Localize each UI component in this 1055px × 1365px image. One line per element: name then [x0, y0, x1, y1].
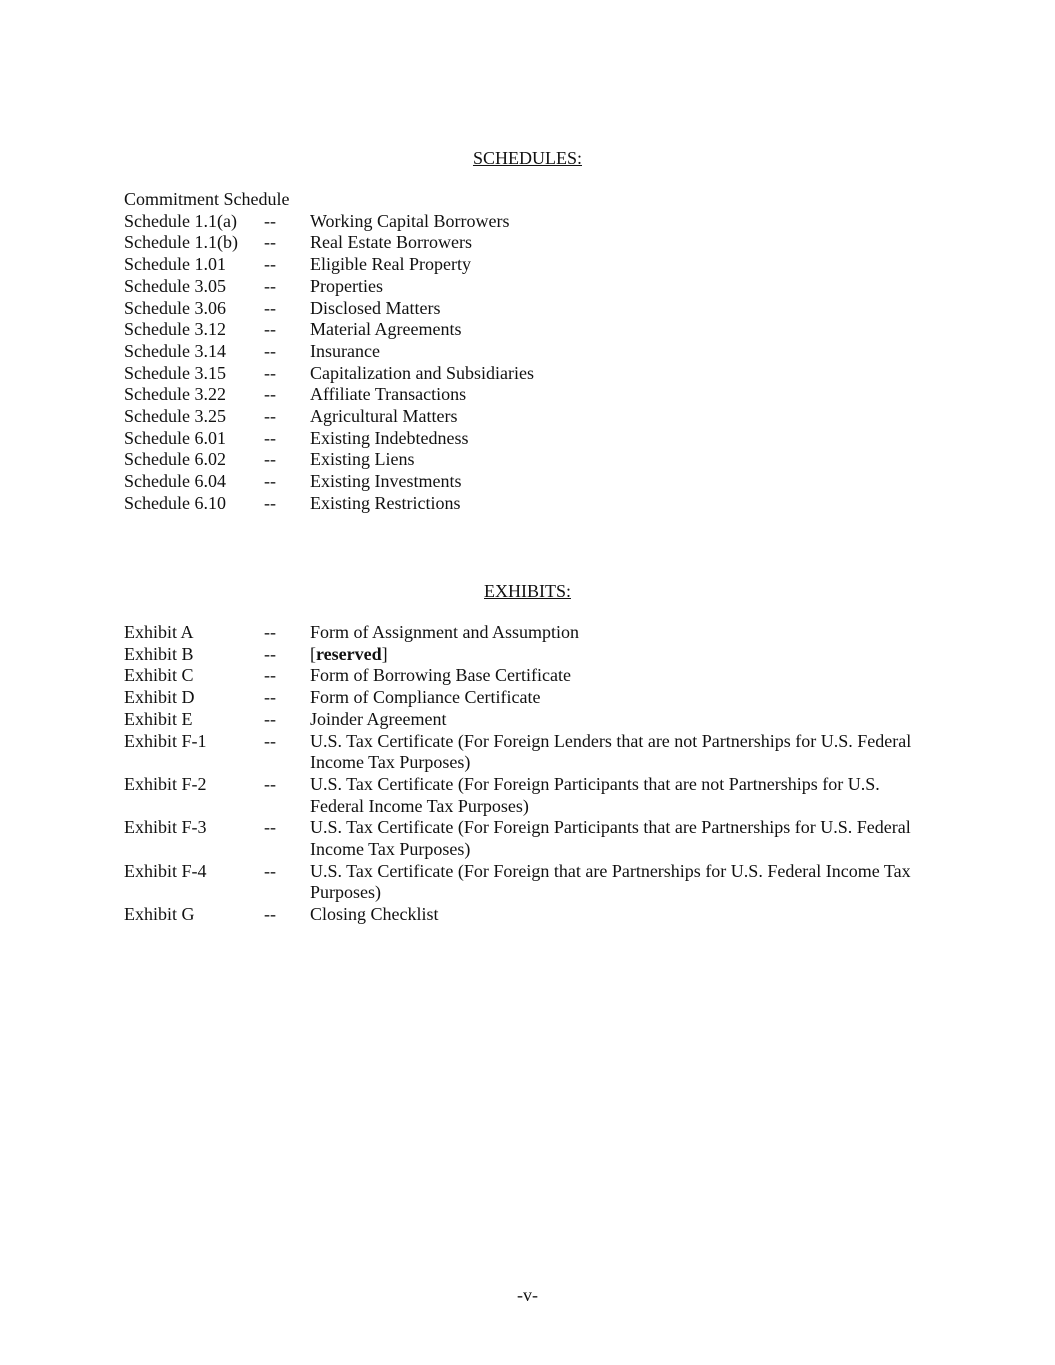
exhibit-title	[310, 644, 934, 666]
schedule-row	[124, 449, 934, 471]
exhibit-title: U.S. Tax Certificate (For Foreign that are Partnerships for U.S. Federal Income Tax Purposes)	[310, 860, 911, 903]
schedule-separator: --	[264, 297, 276, 318]
schedule-separator: --	[264, 449, 276, 470]
exhibit-row	[124, 731, 934, 774]
schedule-title: Existing Indebtedness	[310, 427, 469, 448]
exhibit-title: Joinder Agreement	[310, 708, 447, 729]
exhibit-row	[124, 622, 934, 644]
exhibit-id: Exhibit F-1	[124, 730, 207, 751]
schedule-row	[124, 319, 934, 341]
schedule-title: Agricultural Matters	[310, 406, 458, 427]
schedule-separator: --	[264, 254, 276, 275]
exhibit-id: Exhibit B	[124, 643, 194, 664]
schedule-title: Existing Investments	[310, 471, 462, 492]
schedule-id: Schedule 1.1(b)	[124, 232, 238, 253]
schedule-title: Capitalization and Subsidiaries	[310, 362, 534, 383]
exhibit-row	[124, 644, 934, 666]
schedule-id: Schedule 6.04	[124, 471, 226, 492]
schedule-separator: --	[264, 471, 276, 492]
exhibit-row	[124, 709, 934, 731]
exhibit-separator: --	[264, 687, 276, 708]
exhibit-row	[124, 817, 934, 860]
schedule-id: Schedule 3.15	[124, 362, 226, 383]
exhibit-id: Exhibit E	[124, 708, 193, 729]
exhibit-title: U.S. Tax Certificate (For Foreign Lenders that are not Partnerships for U.S. Federal Income Tax Purposes)	[310, 730, 912, 773]
schedule-title: Insurance	[310, 340, 380, 361]
schedule-id: Schedule 1.1(a)	[124, 210, 237, 231]
schedule-title: Working Capital Borrowers	[310, 210, 510, 231]
schedule-id: Schedule 1.01	[124, 254, 226, 275]
schedule-row	[124, 493, 934, 515]
exhibits-heading: EXHIBITS:	[484, 581, 571, 601]
schedule-title: Eligible Real Property	[310, 254, 471, 275]
schedule-id: Schedule 3.12	[124, 319, 226, 340]
exhibit-separator: --	[264, 817, 276, 838]
schedule-id: Schedule 3.25	[124, 406, 226, 427]
exhibit-separator: --	[264, 665, 276, 686]
schedules-list	[124, 189, 934, 515]
schedule-id: Schedule 6.02	[124, 449, 226, 470]
schedule-row	[124, 254, 934, 276]
schedule-row	[124, 363, 934, 385]
schedule-title: Material Agreements	[310, 319, 462, 340]
schedule-row	[124, 232, 934, 254]
schedule-title: Real Estate Borrowers	[310, 232, 472, 253]
schedule-id: Schedule 3.14	[124, 340, 226, 361]
schedule-title: Properties	[310, 275, 383, 296]
schedule-separator: --	[264, 319, 276, 340]
exhibit-id: Exhibit F-3	[124, 817, 207, 838]
exhibits-list	[124, 622, 934, 926]
exhibit-title: U.S. Tax Certificate (For Foreign Participants that are Partnerships for U.S. Federal Income Tax Purposes)	[310, 817, 911, 860]
exhibit-id: Exhibit F-2	[124, 773, 207, 794]
schedule-id: Schedule 3.05	[124, 275, 226, 296]
schedule-id: Schedule 3.22	[124, 384, 226, 405]
schedule-separator: --	[264, 210, 276, 231]
commitment-schedule-line: Commitment Schedule	[124, 189, 290, 209]
schedule-separator: --	[264, 362, 276, 383]
schedule-title: Affiliate Transactions	[310, 384, 467, 405]
schedules-heading: SCHEDULES:	[472, 148, 582, 168]
schedule-separator: --	[264, 427, 276, 448]
exhibit-row	[124, 687, 934, 709]
bracket-open: [	[310, 643, 316, 664]
exhibit-separator: --	[264, 643, 276, 664]
schedule-title: Existing Liens	[310, 449, 415, 470]
schedule-row	[124, 298, 934, 320]
schedule-separator: --	[264, 275, 276, 296]
schedule-separator: --	[264, 492, 276, 513]
schedule-row	[124, 406, 934, 428]
exhibit-separator: --	[264, 622, 276, 642]
schedule-row	[124, 471, 934, 493]
schedule-row	[124, 341, 934, 363]
exhibit-title: Form of Borrowing Base Certificate	[310, 665, 571, 686]
schedule-separator: --	[264, 384, 276, 405]
exhibit-row	[124, 861, 934, 904]
exhibit-row	[124, 774, 934, 817]
schedule-separator: --	[264, 232, 276, 253]
exhibit-row	[124, 904, 934, 926]
bracket-close: ]	[381, 643, 388, 664]
schedule-row	[124, 276, 934, 298]
schedule-id: Schedule 3.06	[124, 297, 226, 318]
exhibit-id: Exhibit F-4	[124, 860, 207, 881]
exhibit-id: Exhibit D	[124, 687, 195, 708]
schedule-row	[124, 428, 934, 450]
exhibit-title: Form of Assignment and Assumption	[310, 622, 580, 642]
exhibit-title: Form of Compliance Certificate	[310, 687, 541, 708]
schedule-separator: --	[264, 340, 276, 361]
exhibit-title: U.S. Tax Certificate (For Foreign Participants that are not Partnerships for U.S. Federal Income Tax Purposes)	[310, 773, 880, 816]
exhibit-id: Exhibit C	[124, 665, 194, 686]
schedule-title: Existing Restrictions	[310, 492, 461, 513]
exhibit-separator: --	[264, 860, 276, 881]
page-number: -v-	[517, 1285, 538, 1305]
exhibit-title: Closing Checklist	[310, 904, 439, 925]
schedule-title: Disclosed Matters	[310, 297, 441, 318]
exhibit-separator: --	[264, 904, 276, 925]
exhibit-separator: --	[264, 708, 276, 729]
exhibit-id: Exhibit G	[124, 904, 195, 925]
schedule-id: Schedule 6.10	[124, 492, 226, 513]
schedule-row	[124, 384, 934, 406]
exhibit-id: Exhibit A	[124, 622, 194, 642]
exhibit-row	[124, 665, 934, 687]
exhibit-separator: --	[264, 773, 276, 794]
schedule-separator: --	[264, 406, 276, 427]
schedule-id: Schedule 6.01	[124, 427, 226, 448]
exhibit-separator: --	[264, 730, 276, 751]
schedule-row	[124, 211, 934, 233]
reserved-text: reserved	[316, 643, 382, 664]
